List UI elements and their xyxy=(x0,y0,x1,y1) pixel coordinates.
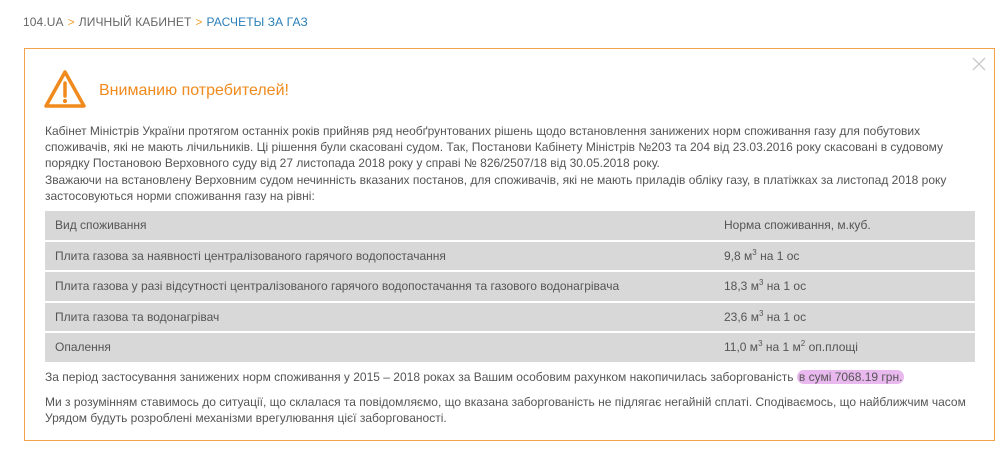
table-cell-type: Плита газова за наявності централізованого гарячого водопостачання xyxy=(45,242,716,271)
alert-paragraph: Ми з розумінням ставимось до ситуації, що склалася та повідомляємо, що вказана заборгованість не підлягає негайній сплаті. Сподіваємось, що найближчим часом Урядом будуть розроблені механізми врегулювання цієї заборгованості. xyxy=(45,395,966,425)
breadcrumb-home-link[interactable]: 104.UA xyxy=(23,15,64,29)
consumer-alert-box xyxy=(24,48,995,441)
table-cell-type: Плита газова у разі відсутності централізованого гарячого водопостачання та газового водонагрівача xyxy=(45,272,716,301)
table-header-row xyxy=(45,211,975,240)
table-row xyxy=(45,272,975,301)
table-cell-norm: 23,6 $м^3$ на 1 ос xyxy=(716,303,975,332)
table-row xyxy=(45,242,975,271)
warning-triangle-icon xyxy=(43,69,87,109)
breadcrumb-cabinet-link[interactable]: ЛИЧНЫЙ КАБИНЕТ xyxy=(78,15,192,29)
table-row xyxy=(45,303,975,332)
debt-amount: в сумі 7068.19 грн. xyxy=(798,370,903,384)
table-cell-norm: 11,0 $м^3$ на 1 $м^2$ оп.площі xyxy=(716,333,975,362)
debt-paragraph xyxy=(45,369,985,385)
breadcrumb-separator: > xyxy=(195,15,203,29)
table-cell-type: Опалення xyxy=(45,333,716,362)
table-header-cell: Норма споживання, м.куб. xyxy=(716,211,975,240)
table-row xyxy=(45,333,975,362)
breadcrumb-separator: > xyxy=(67,15,75,29)
close-icon xyxy=(972,57,986,71)
alert-paragraph: Зважаючи на встановлену Верховним судом нечинність вказаних постанов, для споживачів, які не мають приладів обліку газу, в платіжках за листопад 2018 року застосовуються норми споживання газу на рівні: xyxy=(45,173,947,203)
breadcrumb-current: РАСЧЕТЫ ЗА ГАЗ xyxy=(206,15,308,29)
table-cell-norm: 9,8 $м^3$ на 1 ос xyxy=(716,242,975,271)
consumption-norms-table xyxy=(45,209,975,364)
table-header-cell: Вид споживання xyxy=(45,211,716,240)
breadcrumb xyxy=(23,15,308,29)
debt-text: За період застосування занижених норм споживання у 2015 – 2018 роках за Вашим особовим рахунком накопичилась заборгованість xyxy=(45,370,794,384)
close-button[interactable] xyxy=(972,57,986,71)
alert-paragraph: Кабінет Міністрів України протягом останніх років прийняв ряд необґрунтованих рішень щодо встановлення занижених норм споживання газу для побутових споживачів, які не мають лічильників. Ці рішення були скасовані судом. Так, Постанови Кабінету Міністрів №203 та 204 від 23.03.2016 року скасовані в судовому порядку Постановою Верховного суду від 27 листопада 2018 року у справі № 826/2507/18 від 30.05.2018 року. xyxy=(45,124,944,170)
table-cell-type: Плита газова та водонагрівач xyxy=(45,303,716,332)
table-cell-norm: 18,3 $м^3$ на 1 ос xyxy=(716,272,975,301)
alert-title: Вниманию потребителей! xyxy=(99,82,289,99)
